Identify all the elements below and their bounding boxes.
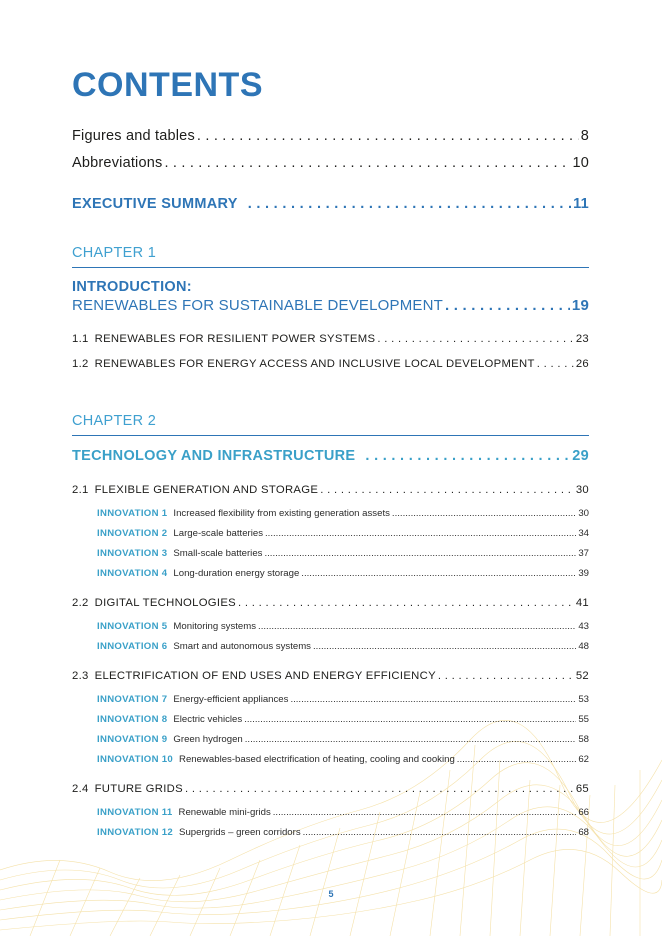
innovation-page: 66 (578, 807, 589, 818)
toc-entry-label: RENEWABLES FOR SUSTAINABLE DEVELOPMENT (72, 297, 444, 314)
section-label: DIGITAL TECHNOLOGIES (94, 597, 236, 609)
dot-leader (197, 128, 579, 144)
dot-leader (244, 714, 576, 725)
toc-entry-label: Figures and tables (72, 128, 195, 144)
dot-leader (438, 670, 574, 682)
dot-leader (164, 155, 570, 171)
innovation-tag: INNOVATION 12 (97, 827, 174, 838)
innovation-tag: INNOVATION 11 (97, 807, 173, 818)
innovation-page: 55 (578, 714, 589, 725)
toc-entry-page: 10 (572, 155, 589, 171)
dot-leader (264, 548, 576, 559)
toc-innovation-4[interactable] (97, 568, 589, 579)
toc-entry-chapter-1[interactable] (72, 297, 589, 314)
section-label: RENEWABLES FOR ENERGY ACCESS AND INCLUSIVE LOCAL DEVELOPMENT (94, 358, 535, 370)
innovation-page: 58 (578, 734, 589, 745)
section-number: 2.4 (72, 783, 89, 795)
toc-entry-executive-summary[interactable] (72, 196, 589, 212)
innovation-label: Renewables-based electrification of heating, cooling and cooking (179, 754, 455, 765)
innovation-tag: INNOVATION 6 (97, 641, 168, 652)
dot-leader (320, 484, 574, 496)
toc-entry-page: 11 (573, 196, 589, 212)
innovation-label: Smart and autonomous systems (173, 641, 311, 652)
innovation-label: Long-duration energy storage (173, 568, 300, 579)
toc-entry-page: 29 (572, 448, 589, 464)
section-page: 65 (575, 783, 589, 795)
toc-entry-page: 19 (571, 297, 589, 314)
innovation-label: Supergrids – green corridors (179, 827, 301, 838)
innovation-page: 53 (578, 694, 589, 705)
toc-section-2-4[interactable] (72, 783, 589, 795)
section-label: FUTURE GRIDS (94, 783, 183, 795)
innovation-label: Green hydrogen (173, 734, 243, 745)
innovation-label: Large-scale batteries (173, 528, 263, 539)
dot-leader (248, 196, 571, 212)
section-number: 1.1 (72, 333, 89, 345)
dot-leader (265, 528, 576, 539)
toc-entry-page: 8 (580, 128, 589, 144)
dot-leader (392, 508, 576, 519)
innovation-tag: INNOVATION 8 (97, 714, 168, 725)
dot-leader (365, 448, 570, 464)
toc-entry-abbreviations[interactable] (72, 155, 589, 171)
innovation-label: Electric vehicles (173, 714, 243, 725)
chapter-1-heading: INTRODUCTION: (72, 279, 192, 295)
dot-leader (537, 358, 574, 370)
innovation-tag: INNOVATION 2 (97, 528, 168, 539)
dot-leader (238, 597, 574, 609)
dot-leader (245, 734, 577, 745)
section-page: 23 (575, 333, 589, 345)
dot-leader (185, 783, 574, 795)
toc-section-1-2[interactable] (72, 358, 589, 370)
dot-leader (377, 333, 574, 345)
innovation-page: 34 (578, 528, 589, 539)
innovation-label: Energy-efficient appliances (173, 694, 289, 705)
innovation-page: 48 (578, 641, 589, 652)
innovation-tag: INNOVATION 1 (97, 508, 168, 519)
toc-entry-figures[interactable] (72, 128, 589, 144)
toc-innovation-1[interactable] (97, 508, 589, 519)
innovation-page: 43 (578, 621, 589, 632)
innovation-page: 37 (578, 548, 589, 559)
chapter-1-label: CHAPTER 1 (72, 245, 157, 261)
dot-leader (301, 568, 576, 579)
innovation-page: 62 (578, 754, 589, 765)
toc-innovation-11[interactable] (97, 807, 589, 818)
innovation-label: Renewable mini-grids (178, 807, 271, 818)
toc-innovation-7[interactable] (97, 694, 589, 705)
innovation-page: 68 (578, 827, 589, 838)
toc-entry-label: TECHNOLOGY AND INFRASTRUCTURE (72, 448, 356, 464)
innovation-tag: INNOVATION 4 (97, 568, 168, 579)
section-number: 1.2 (72, 358, 89, 370)
innovation-tag: INNOVATION 7 (97, 694, 168, 705)
toc-innovation-9[interactable] (97, 734, 589, 745)
toc-innovation-8[interactable] (97, 714, 589, 725)
toc-innovation-3[interactable] (97, 548, 589, 559)
toc-innovation-12[interactable] (97, 827, 589, 838)
section-label: RENEWABLES FOR RESILIENT POWER SYSTEMS (94, 333, 376, 345)
section-page: 30 (575, 484, 589, 496)
innovation-label: Small-scale batteries (173, 548, 263, 559)
innovation-label: Increased flexibility from existing generation assets (173, 508, 390, 519)
toc-section-1-1[interactable] (72, 333, 589, 345)
dot-leader (313, 641, 576, 652)
dot-leader (457, 754, 577, 765)
innovation-tag: INNOVATION 5 (97, 621, 168, 632)
toc-innovation-5[interactable] (97, 621, 589, 632)
toc-section-2-1[interactable] (72, 484, 589, 496)
chapter-2-divider (72, 435, 589, 436)
dot-leader (445, 297, 570, 314)
section-page: 41 (575, 597, 589, 609)
toc-innovation-2[interactable] (97, 528, 589, 539)
section-number: 2.1 (72, 484, 89, 496)
dot-leader (273, 807, 577, 818)
toc-entry-chapter-2[interactable] (72, 448, 589, 464)
toc-innovation-6[interactable] (97, 641, 589, 652)
section-page: 52 (575, 670, 589, 682)
toc-innovation-10[interactable] (97, 754, 589, 765)
page-number: 5 (328, 889, 334, 899)
section-number: 2.3 (72, 670, 89, 682)
chapter-2-label: CHAPTER 2 (72, 413, 157, 429)
dot-leader (303, 827, 577, 838)
dot-leader (290, 694, 576, 705)
innovation-tag: INNOVATION 10 (97, 754, 174, 765)
section-label: FLEXIBLE GENERATION AND STORAGE (94, 484, 319, 496)
toc-entry-label: Abbreviations (72, 155, 163, 171)
toc-section-2-3[interactable] (72, 670, 589, 682)
innovation-label: Monitoring systems (173, 621, 257, 632)
innovation-tag: INNOVATION 9 (97, 734, 168, 745)
toc-entry-label: EXECUTIVE SUMMARY (72, 196, 238, 212)
page-title: CONTENTS (72, 66, 263, 104)
innovation-page: 39 (578, 568, 589, 579)
innovation-page: 30 (578, 508, 589, 519)
chapter-1-divider (72, 267, 589, 268)
toc-section-2-2[interactable] (72, 597, 589, 609)
section-label: ELECTRIFICATION OF END USES AND ENERGY EFFICIENCY (94, 670, 436, 682)
section-page: 26 (575, 358, 589, 370)
section-number: 2.2 (72, 597, 89, 609)
dot-leader (258, 621, 576, 632)
innovation-tag: INNOVATION 3 (97, 548, 168, 559)
